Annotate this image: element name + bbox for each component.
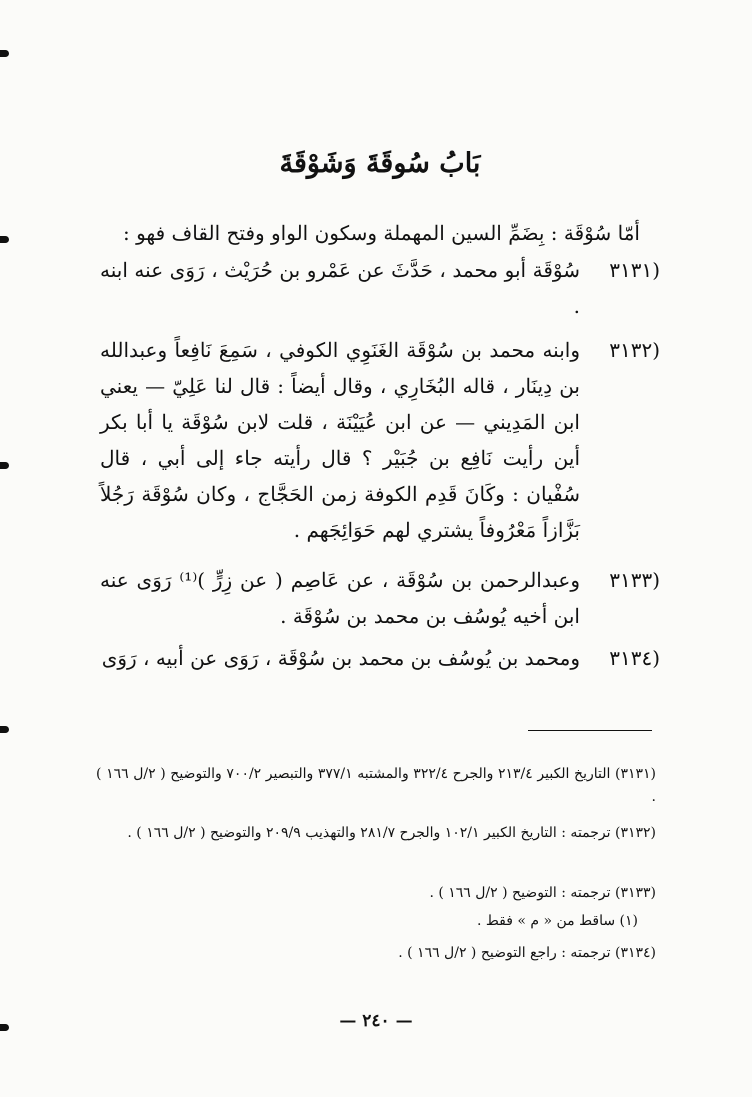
entry-text: وابنه محمد بن سُوْقَة الغَنَوِي الكوفي ، سَمِعَ نَافِعاً وعبدالله بن دِينَار ، قاله البُخَارِي ، وقال أيضاً : قال لنا عَلِيّ — يعني ابن المَدِيني — عن ابن عُيَيْنَة ، قلت لابن سُوْقَة يا أبا بكر أين رأيت نَافِع بن جُبَيْر ؟ قال رأيته جاء إلى أبي ، قال سُفْيان : وكَانَ قَدِم الكوفة زمن الحَجَّاج ، وكان سُوْقَة رَجُلاً بَزَّازاً مَعْرُوفاً يشتري لهم حَوَائِجَهم . [100,338,580,542]
entry-text: ومحمد بن يُوسُف بن محمد بن سُوْقَة ، رَوَى عن أبيه ، رَوَى [101,646,580,670]
page-number: — ٢٤٠ — [339,1011,413,1031]
footnote-note-1: (١) ساقط من « م » فقط . [476,913,638,929]
entry-number: (٣١٣٤ [609,646,660,670]
footnote-3131: (٣١٣١) التاريخ الكبير ٢١٣/٤ والجرح ٣٢٢/٤ والمشتبه ٣٧٧/١ والتبصير ٧٠٠/٢ والتوضيح ( ٢/ل ١٦٦ ) . [96,766,656,805]
entry-3132 [100,332,660,548]
entry-3134 [100,640,660,676]
entry-3131 [100,252,660,324]
chapter-title: بَابُ سُوقَةَ وَشَوْقَةَ [279,148,481,179]
entry-3133 [100,562,660,634]
scan-edge-mark [0,50,9,57]
scan-edge-mark [0,462,9,469]
entry-number: (٣١٣٣ [609,568,660,592]
entry-text: سُوْقَة أبو محمد ، حَدَّثَ عن عَمْرو بن حُرَيْث ، رَوَى عنه ابنه . [100,258,580,318]
scan-edge-mark [0,236,9,243]
footnote-3132: (٣١٣٢) ترجمته : التاريخ الكبير ١٠٢/١ والجرح ٢٨١/٧ والتهذيب ٢٠٩/٩ والتوضيح ( ٢/ل ١٦٦ ) . [127,825,656,841]
intro-paragraph: أمّا سُوْقَة : بِضَمِّ السين المهملة وسكون الواو وفتح القاف فهو : [122,221,640,245]
scan-edge-mark [0,726,9,733]
entry-number: (٣١٣٢ [609,338,660,362]
entry-number: (٣١٣١ [609,258,660,282]
footnote-3134: (٣١٣٤) ترجمته : راجع التوضيح ( ٢/ل ١٦٦ ) . [398,945,656,961]
footnote-separator [528,730,652,731]
entry-text: وعبدالرحمن بن سُوْقَة ، عن عَاصِم ( عن زِرٍّ )⁽¹⁾ رَوَى عنه ابن أخيه يُوسُف بن محمد بن سُوْقَة . [100,568,580,628]
footnote-3133: (٣١٣٣) ترجمته : التوضيح ( ٢/ل ١٦٦ ) . [429,885,656,901]
